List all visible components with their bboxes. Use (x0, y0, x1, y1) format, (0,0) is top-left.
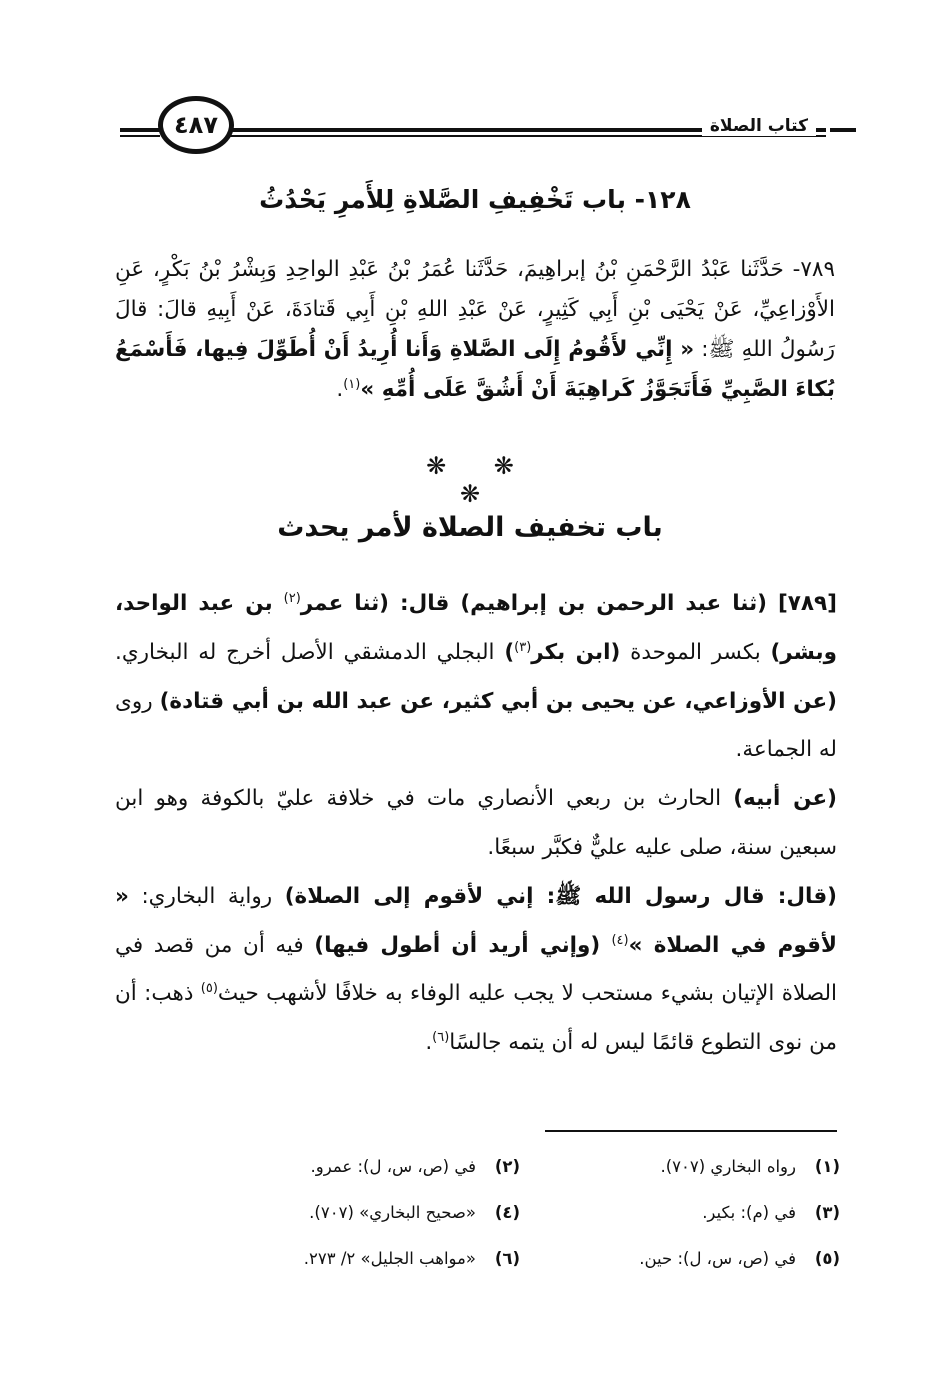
footnote-ref-5: (٥) (200, 981, 218, 997)
footnote-5 (520, 1249, 840, 1268)
commentary-paragraph (115, 775, 837, 873)
footnote-number: (٢) (494, 1156, 520, 1176)
hadith-prophetic-text: « إِنِّي لأَقُومُ إِلَى الصَّلاةِ وَأَنا أُرِيدُ أَنْ أُطَوِّلَ فِيها، فَأَسْمَعُ بُكاءَ الصَّبِيِّ فَأَتَجَوَّزُ كَراهِيَةَ أَنْ أَشُقَّ عَلَى أُمِّهِ » (115, 337, 835, 402)
commentary-plain: الحارث بن ربعي الأنصاري مات في خلافة عليّ بالكوفة وهو ابن سبعين سنة، صلى عليه عليٌّ فكبَّر سبعًا. (115, 786, 837, 860)
footnote-rule (545, 1130, 837, 1132)
commentary-bold: (قال: قال رسول الله ﷺ: إني لأقوم إلى الصلاة) (284, 883, 837, 909)
footnote-text: في (ص، س، ل): عمرو. (310, 1156, 476, 1176)
footnote-ref-4: (٤) (611, 932, 629, 948)
commentary-bold: (وإني أريد أن أطول فيها) (314, 932, 612, 958)
footnote-1 (520, 1157, 840, 1176)
hadith-chain: ٧٨٩- حَدَّثَنا عَبْدُ الرَّحْمَنِ بْنُ إبراهِيمَ، حَدَّثَنا عُمَرُ بْنُ عَبْدِ الواحِدِ وَبِشْرُ بْنُ بَكْرٍ، عَنِ الأَوْزاعِيِّ، عَنْ يَحْيَى بْنِ أَبِي كَثِيرٍ، عَنْ عَبْدِ اللهِ بْنِ أَبِي قَتادَةَ، عَنْ أَبِيهِ قالَ: قالَ رَسُولُ اللهِ ﷺ: (115, 257, 836, 362)
footnote-number: (٥) (814, 1248, 840, 1268)
commentary-bold: [٧٨٩] (ثنا عبد الرحمن بن إبراهيم) قال: (ثنا عمر (300, 591, 837, 616)
footnote-row (200, 1189, 840, 1235)
commentary-plain: رواية البخاري: (128, 883, 285, 909)
footnotes (200, 1143, 840, 1281)
section-separator: ❋ ❋ ❋ (426, 452, 534, 508)
commentary-bold: (ابن بكر (531, 639, 621, 665)
commentary-plain: فيه أن من قصد في الصلاة الإتيان بشيء مستحب لا يجب عليه الوفاء به خلافًا لأشهب حيث (115, 932, 838, 1007)
commentary-paragraph (115, 580, 837, 775)
footnote-6 (200, 1249, 520, 1268)
footnote-ref-3: (٣) (514, 639, 532, 655)
footnote-text: «مواهب الجليل» ٢/ ٢٧٣. (303, 1248, 476, 1268)
commentary-plain: روى له الجماعة. (115, 688, 837, 763)
commentary-bold: (عن الأوزاعي، عن يحيى بن أبي كثير، عن عبد الله بن أبي قتادة) (159, 688, 837, 714)
commentary-bold: بن عبد الواحد، وبشر) (115, 591, 837, 665)
footnote-number: (٤) (494, 1202, 520, 1222)
commentary-plain: البجلي الدمشقي الأصل أخرج له البخاري. (115, 639, 505, 665)
commentary-plain: بكسر الموحدة (620, 639, 771, 665)
hadith-text (115, 250, 835, 410)
footnote-3 (520, 1203, 840, 1222)
footnote-ref-1: (١) (343, 376, 361, 392)
chapter-title: ١٢٨- باب تَخْفِيفِ الصَّلاةِ لِلأَمرِ يَحْدُثُ (259, 185, 691, 214)
commentary-plain: . (425, 1030, 433, 1056)
commentary-text (115, 580, 837, 1068)
header-rule-left-thin (120, 135, 160, 137)
footnote-number: (٣) (814, 1202, 840, 1222)
commentary-bold: « لأقوم في الصلاة » (115, 883, 837, 958)
footnote-ref-6: (٦) (432, 1030, 450, 1046)
header-rule-right (830, 128, 856, 132)
footnote-4 (200, 1203, 520, 1222)
footnote-number: (٦) (494, 1248, 520, 1268)
footnote-number: (١) (814, 1156, 840, 1176)
running-title: كتاب الصلاة (702, 116, 816, 136)
header-rule-left (120, 128, 160, 132)
page-header (120, 96, 856, 160)
page-number: ٤٨٧ (158, 96, 234, 154)
commentary-title: باب تخفيف الصلاة لأمر يحدث (277, 512, 663, 543)
commentary-plain: ذهب: أن من نوى التطوع قائمًا ليس له أن يتمه جالسًا (115, 981, 837, 1056)
hadith-end: . (336, 377, 344, 402)
commentary-paragraph (115, 873, 837, 1068)
footnote-ref-2: (٢) (283, 590, 301, 606)
footnote-text: رواه البخاري (٧٠٧). (660, 1156, 796, 1176)
footnote-text: «صحيح البخاري» (٧٠٧). (309, 1202, 476, 1222)
footnote-text: في (ص، س، ل): حين. (639, 1248, 796, 1268)
footnote-text: في (م): بكير. (702, 1202, 796, 1222)
footnote-row (200, 1143, 840, 1189)
footnote-2 (200, 1157, 520, 1176)
footnote-row (200, 1235, 840, 1281)
commentary-bold: (عن أبيه) (733, 786, 837, 812)
commentary-bold: ) (504, 639, 515, 665)
